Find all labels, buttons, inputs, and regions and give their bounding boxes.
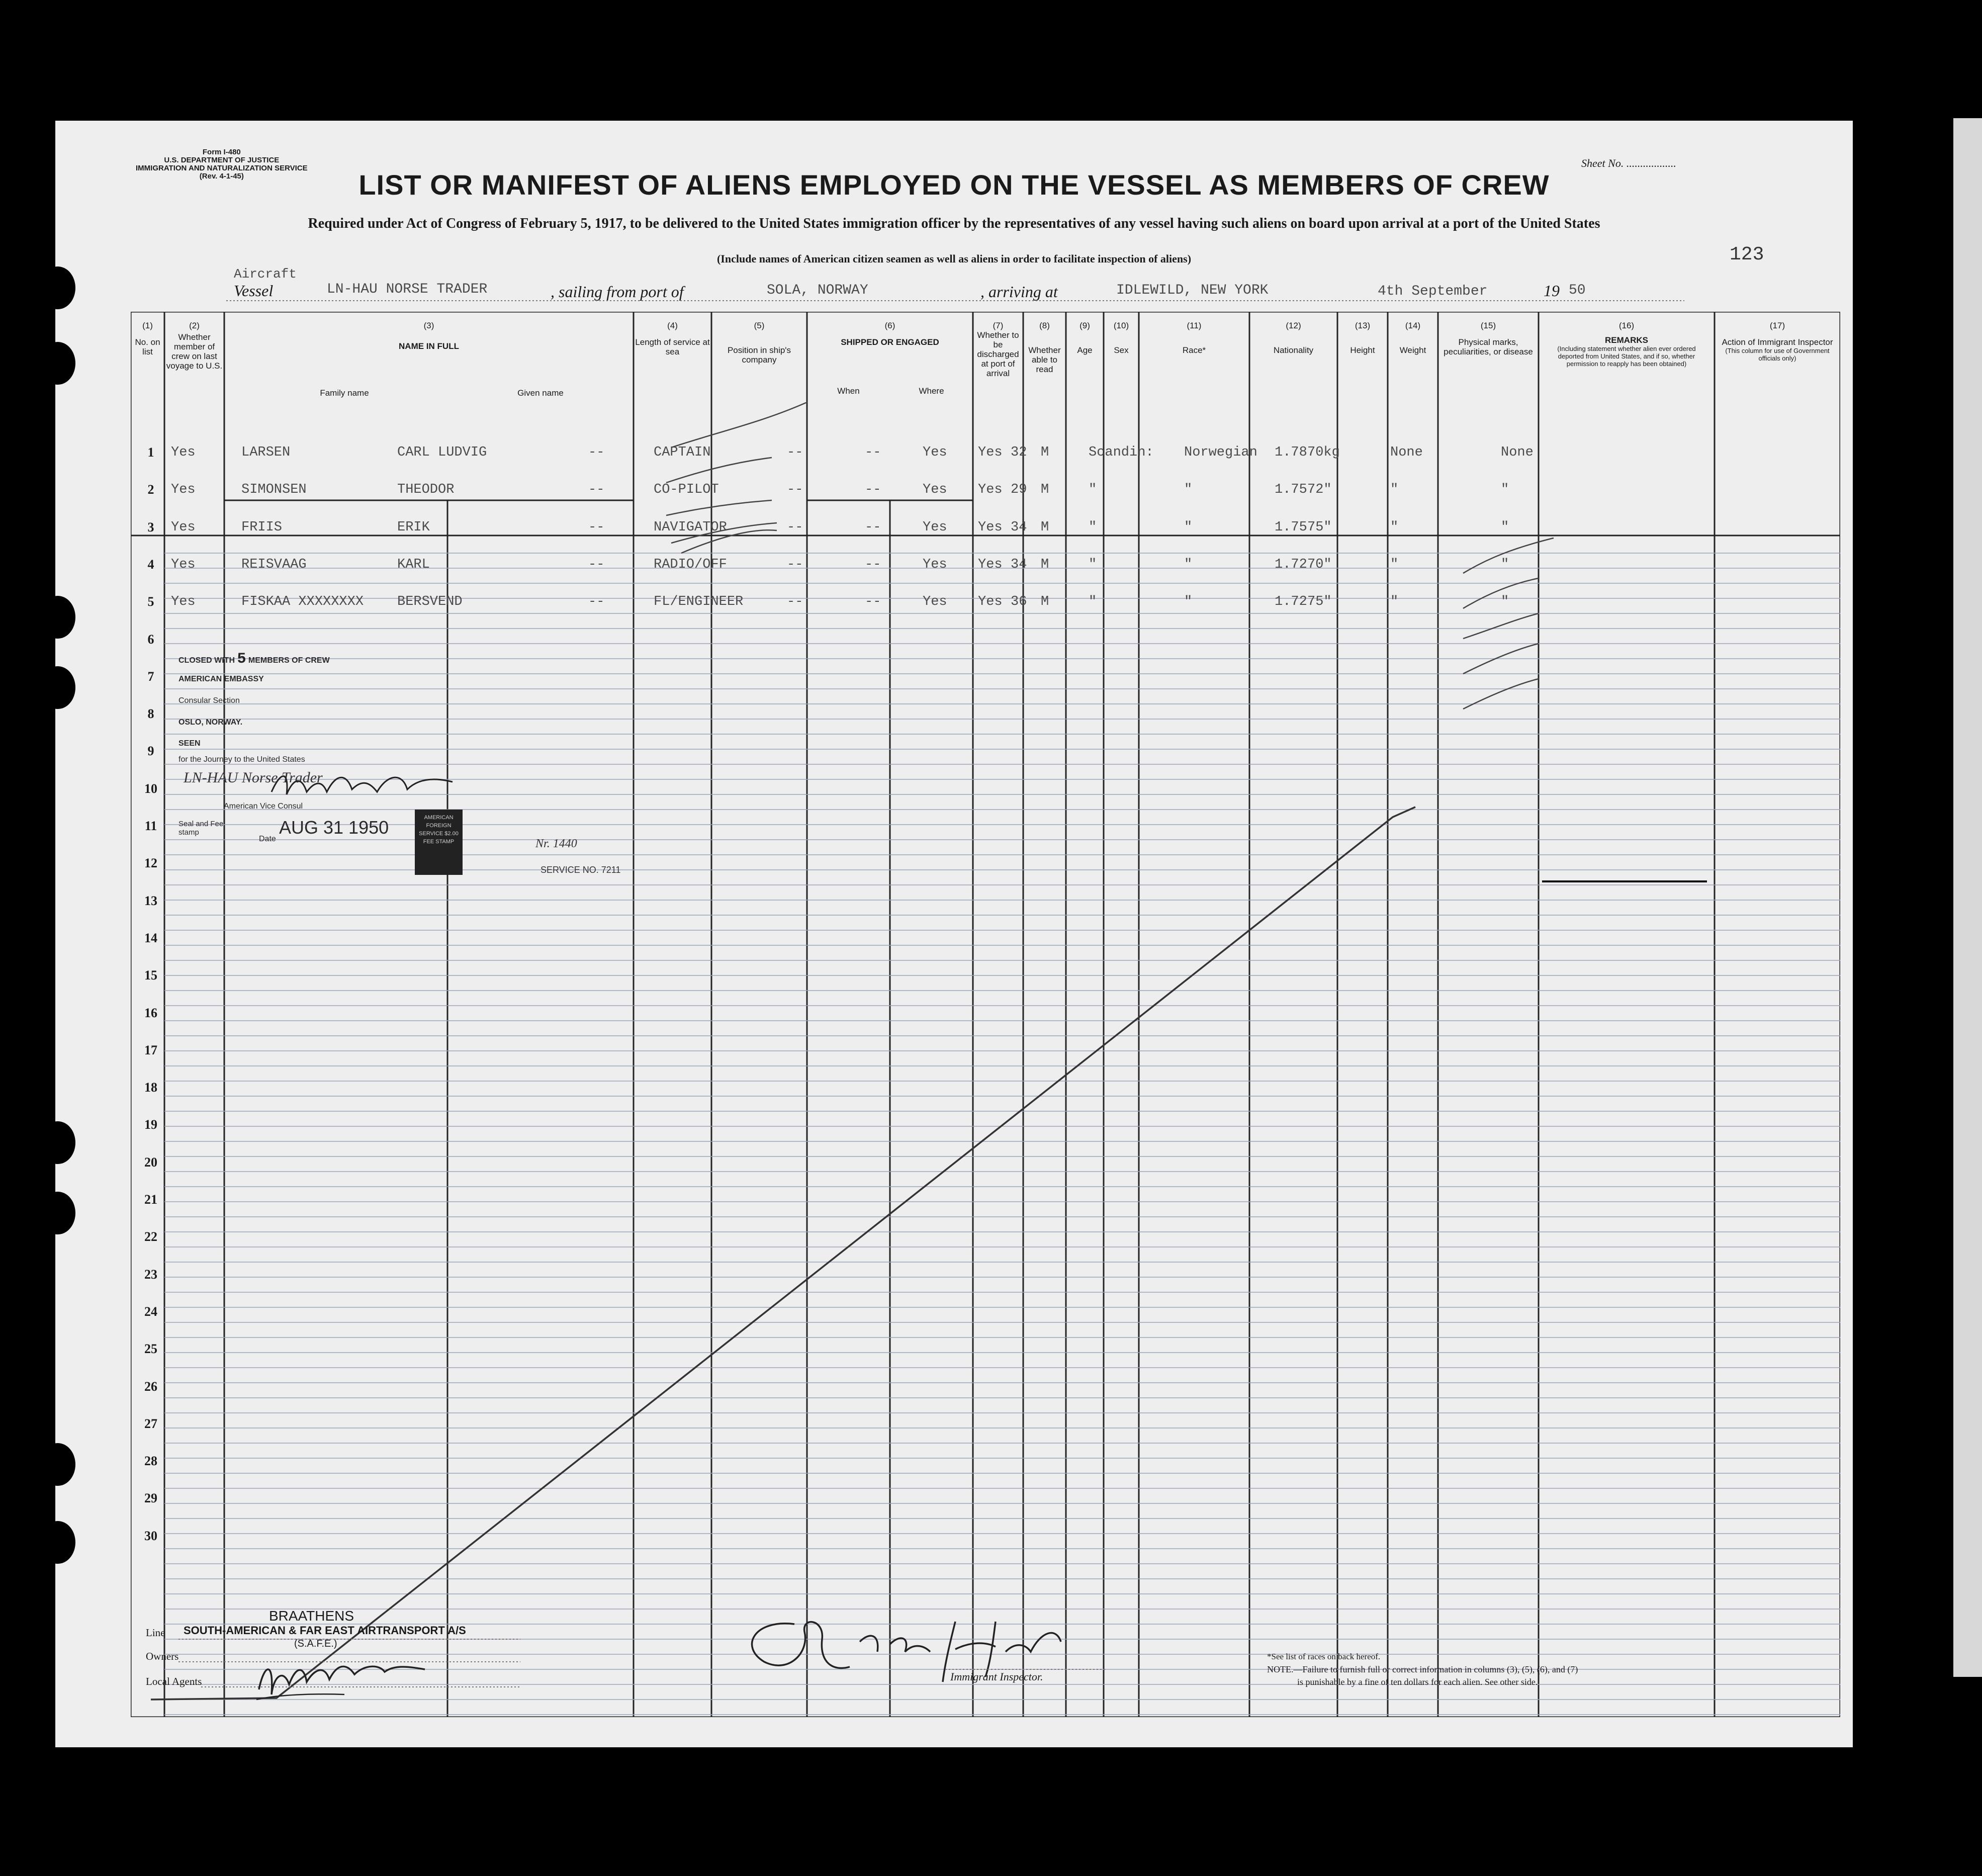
cell-nationality: " xyxy=(1184,482,1193,498)
row-number: 22 xyxy=(144,1229,157,1244)
cell-nationality: " xyxy=(1184,594,1193,610)
cell-marks: None xyxy=(1390,445,1423,460)
punch-hole xyxy=(55,1443,75,1486)
adjacent-page-strip xyxy=(1953,118,1982,1677)
cell-read: Yes xyxy=(978,482,1003,498)
given-name-header: Given name xyxy=(517,388,564,398)
row-number: 12 xyxy=(144,856,157,871)
row-number: 18 xyxy=(144,1080,157,1095)
family-name-header: Family name xyxy=(320,388,369,398)
stamp-date-label: Date xyxy=(259,835,276,843)
col-6-header: (6) SHIPPED OR ENGAGED xyxy=(841,321,939,347)
page-title: LIST OR MANIFEST OF ALIENS EMPLOYED ON THE VESSEL AS MEMBERS OF CREW xyxy=(358,169,1550,201)
cell-service: -- xyxy=(588,445,605,460)
row-number: 10 xyxy=(144,781,157,796)
cell-family: LARSEN xyxy=(241,445,291,460)
cell-position: RADIO/OFF xyxy=(654,557,727,572)
cell-age: 36 xyxy=(1011,594,1027,610)
row-number: 6 xyxy=(147,632,154,647)
row-number: 3 xyxy=(147,519,154,534)
cell-read: Yes xyxy=(978,445,1003,460)
col-17-header: (17) Action of Immigrant Inspector (This column for use of Government officials only) xyxy=(1722,321,1833,362)
stamp-closed-with: CLOSED WITH 5 MEMBERS OF CREW xyxy=(178,651,330,668)
stamp-journey: for the Journey to the United States xyxy=(178,755,305,764)
cell-weight: 70kg xyxy=(1307,445,1340,460)
row-number: 29 xyxy=(144,1491,157,1506)
cell-race: " xyxy=(1089,557,1097,572)
row-number: 20 xyxy=(144,1154,157,1170)
row-number: 15 xyxy=(144,968,157,983)
row-number: 9 xyxy=(147,744,154,759)
punch-hole xyxy=(55,1192,75,1234)
cell-nationality: " xyxy=(1184,557,1193,572)
agents-label: Local Agents xyxy=(146,1675,202,1687)
where-header: Where xyxy=(919,386,944,396)
check-marks-remarks xyxy=(1458,427,1569,729)
punch-hole xyxy=(55,266,75,309)
col-13-header: (13) Height xyxy=(1350,321,1375,355)
stamp-seen: SEEN xyxy=(178,739,201,748)
service-number: SERVICE NO. 7211 xyxy=(540,865,621,875)
row-number: 30 xyxy=(144,1528,157,1543)
cell-weight: 75" xyxy=(1307,519,1332,535)
cell-weight: 72" xyxy=(1307,482,1332,498)
form-identifier: Form I-480 U.S. DEPARTMENT OF JUSTICE IMMIGRATION AND NATURALIZATION SERVICE (Rev. 4-1-45) xyxy=(136,148,308,181)
inspector-label: Immigrant Inspector. xyxy=(950,1670,1043,1683)
stamp-consular-section: Consular Section xyxy=(178,696,240,705)
cell-discharged: Yes xyxy=(923,594,947,610)
handwritten-note: Nr. 1440 xyxy=(535,837,577,850)
cell-position: CO-PILOT xyxy=(654,482,719,498)
races-note: *See list of races on back hereof. xyxy=(1267,1652,1381,1661)
company-abbrev: (S.A.F.E.) xyxy=(294,1638,337,1649)
cell-given: KARL xyxy=(397,557,430,572)
cell-family: SIMONSEN xyxy=(241,482,307,498)
cell-age: 34 xyxy=(1011,519,1027,535)
cell-crew: Yes xyxy=(171,594,196,610)
cell-sex: M xyxy=(1041,519,1049,535)
cell-where: -- xyxy=(865,445,881,460)
penalty-note-cont: is punishable by a fine of ten dollars for each alien. See other side. xyxy=(1297,1677,1538,1687)
cell-when: -- xyxy=(787,445,803,460)
cell-crew: Yes xyxy=(171,445,196,460)
cell-where: -- xyxy=(865,482,881,498)
punch-hole xyxy=(55,596,75,639)
cell-read: Yes xyxy=(978,594,1003,610)
row-number: 2 xyxy=(147,482,154,497)
cell-when: -- xyxy=(787,557,803,572)
punch-hole xyxy=(55,342,75,385)
row-number: 7 xyxy=(147,669,154,684)
cell-remarks: " xyxy=(1501,519,1509,535)
cell-service: -- xyxy=(588,557,605,572)
subtitle: Required under Act of Congress of February 5, 1917, to be delivered to the United States immigration officer by the representatives of any vessel having such aliens on board upon arrival at a port of the United States xyxy=(308,216,1600,231)
col-5-header: (5) Position in ship's company xyxy=(727,321,791,365)
owners-label: Owners xyxy=(146,1650,179,1662)
col-7-header: (7) Whether to be discharged at port of arrival xyxy=(977,321,1019,378)
cell-sex: M xyxy=(1041,482,1049,498)
cell-age: 29 xyxy=(1011,482,1027,498)
cell-where: -- xyxy=(865,557,881,572)
row-number: 19 xyxy=(144,1117,157,1132)
punch-hole xyxy=(55,666,75,709)
row-number: 4 xyxy=(147,557,154,572)
col-16-header: (16) REMARKS (Including statement whether alien ever ordered deported from United States, and if so, whether permission to reapply has been obtained) xyxy=(1557,321,1696,368)
cell-crew: Yes xyxy=(171,519,196,535)
cell-nationality: " xyxy=(1184,519,1193,535)
vessel-label: Vessel xyxy=(234,282,274,300)
vessel-name: LN-HAU NORSE TRADER xyxy=(327,282,488,297)
col-11-header: (11) Race* xyxy=(1182,321,1206,355)
row-number: 14 xyxy=(144,930,157,945)
subtitle-note: (Include names of American citizen seamen as well as aliens in order to facilitate inspection of aliens) xyxy=(716,252,1192,265)
row-number: 11 xyxy=(144,819,157,833)
punch-hole xyxy=(55,1121,75,1164)
cell-family: FISKAA XXXXXXXX xyxy=(241,594,364,610)
arriving-port: IDLEWILD, NEW YORK xyxy=(1116,283,1269,298)
row-number: 24 xyxy=(144,1304,157,1319)
stamp-vice-consul: American Vice Consul xyxy=(224,802,303,811)
cell-sex: M xyxy=(1041,445,1049,460)
row-number: 21 xyxy=(144,1192,157,1207)
cell-service: -- xyxy=(588,482,605,498)
col-8-header: (8) Whether able to read xyxy=(1028,321,1061,374)
aircraft-label: Aircraft xyxy=(234,266,297,282)
cell-height: 1.75 xyxy=(1275,482,1307,498)
cell-discharged: Yes xyxy=(923,557,947,572)
cell-read: Yes xyxy=(978,557,1003,572)
col-9-header: (9) Age xyxy=(1077,321,1093,355)
agent-signature xyxy=(254,1644,435,1710)
fee-stamp: AMERICAN FOREIGN SERVICE $2.00 FEE STAMP xyxy=(415,810,463,875)
stamp-crew-count: 5 xyxy=(237,651,246,668)
cell-service: -- xyxy=(588,519,605,535)
cell-given: ERIK xyxy=(397,519,430,535)
cell-sex: M xyxy=(1041,557,1049,572)
cell-service: -- xyxy=(588,594,605,610)
cell-remarks: " xyxy=(1501,482,1509,498)
cell-age: 34 xyxy=(1011,557,1027,572)
row-number: 1 xyxy=(147,445,154,460)
col-3-header: (3) NAME IN FULL xyxy=(399,321,459,351)
cell-given: CARL LUDVIG xyxy=(397,445,487,460)
cell-given: THEODOR xyxy=(397,482,455,498)
year-prefix: 19 xyxy=(1544,282,1560,300)
cell-when: -- xyxy=(787,594,803,610)
cell-position: NAVIGATOR xyxy=(654,519,727,535)
row-number: 26 xyxy=(144,1379,157,1394)
arrival-date: 4th September xyxy=(1378,284,1488,299)
cell-when: -- xyxy=(787,482,803,498)
cell-race: " xyxy=(1089,519,1097,535)
row-number: 8 xyxy=(147,706,154,722)
vice-consul-signature xyxy=(266,767,458,802)
cell-marks: " xyxy=(1390,594,1399,610)
line-label: Line xyxy=(146,1627,165,1639)
cell-race: " xyxy=(1089,482,1097,498)
sheet-number: Sheet No. .................. xyxy=(1581,157,1676,169)
company-name: BRAATHENS xyxy=(269,1608,354,1624)
cell-marks: " xyxy=(1390,557,1399,572)
col-2-header: (2) Whether member of crew on last voyage to U.S. xyxy=(166,321,223,371)
stamp-oslo: OSLO, NORWAY. xyxy=(178,718,243,727)
sailing-port: SOLA, NORWAY xyxy=(767,283,868,298)
row-number: 17 xyxy=(144,1042,157,1057)
vessel-underline xyxy=(226,299,1684,302)
cell-family: FRIIS xyxy=(241,519,283,535)
year-value: 50 xyxy=(1569,283,1586,298)
cell-race: " xyxy=(1089,594,1097,610)
cell-marks: " xyxy=(1390,482,1399,498)
cell-height: 1.72 xyxy=(1275,594,1307,610)
cell-sex: M xyxy=(1041,594,1049,610)
manifest-sheet xyxy=(55,121,1853,1747)
row-number: 27 xyxy=(144,1416,157,1431)
cell-where: -- xyxy=(865,519,881,535)
cell-height: 1.78 xyxy=(1275,445,1307,460)
cell-position: CAPTAIN xyxy=(654,445,711,460)
inspector-line xyxy=(945,1668,1106,1670)
arriving-label: , arriving at xyxy=(980,283,1058,301)
cell-remarks: None xyxy=(1501,445,1534,460)
cell-crew: Yes xyxy=(171,482,196,498)
cell-age: 32 xyxy=(1011,445,1027,460)
row-number: 13 xyxy=(144,893,157,908)
when-header: When xyxy=(837,386,860,396)
cell-crew: Yes xyxy=(171,557,196,572)
sailing-label: , sailing from port of xyxy=(551,283,684,301)
row-number: 16 xyxy=(144,1005,157,1020)
cell-weight: 75" xyxy=(1307,594,1332,610)
punch-hole xyxy=(55,1521,75,1564)
row-number: 23 xyxy=(144,1267,157,1282)
handwritten-vessel-name: LN-HAU Norse Trader xyxy=(184,769,323,786)
cell-where: -- xyxy=(865,594,881,610)
check-marks-position xyxy=(656,402,817,714)
row-number: 28 xyxy=(144,1454,157,1469)
penalty-note: NOTE.—Failure to furnish full or correct information in columns (3), (5), (6), and (7) xyxy=(1267,1664,1578,1674)
cell-family: REISVAAG xyxy=(241,557,307,572)
cell-remarks: " xyxy=(1501,594,1509,610)
page-number: 123 xyxy=(1730,244,1764,265)
col-10-header: (10) Sex xyxy=(1113,321,1129,355)
col-4-header: (4) Length of service at sea xyxy=(635,321,710,356)
cell-read: Yes xyxy=(978,519,1003,535)
cell-discharged: Yes xyxy=(923,445,947,460)
row-number: 5 xyxy=(147,594,154,609)
col-14-header: (14) Weight xyxy=(1399,321,1426,355)
cell-race: Scandin: xyxy=(1089,445,1154,460)
cell-nationality: Norwegian xyxy=(1184,445,1257,460)
col-15-header: (15) Physical marks, peculiarities, or disease xyxy=(1444,321,1533,356)
col-1-header: (1) No. on list xyxy=(135,321,160,356)
cell-remarks: " xyxy=(1501,557,1509,572)
stamp-seal-fee: Seal and Fee stamp xyxy=(178,820,224,837)
cell-discharged: Yes xyxy=(923,482,947,498)
cell-height: 1.75 xyxy=(1275,519,1307,535)
cell-discharged: Yes xyxy=(923,519,947,535)
cell-when: -- xyxy=(787,519,803,535)
company-line: SOUTH-AMERICAN & FAR EAST AIRTRANSPORT A/S xyxy=(184,1624,466,1637)
cell-weight: 70" xyxy=(1307,557,1332,572)
stamp-embassy: AMERICAN EMBASSY xyxy=(178,675,264,683)
cell-height: 1.72 xyxy=(1275,557,1307,572)
stamp-date: AUG 31 1950 xyxy=(279,817,389,838)
col-12-header: (12) Nationality xyxy=(1273,321,1314,355)
cell-position: FL/ENGINEER xyxy=(654,594,744,610)
row-number: 25 xyxy=(144,1342,157,1357)
cell-given: BERSVEND xyxy=(397,594,463,610)
cell-marks: " xyxy=(1390,519,1399,535)
